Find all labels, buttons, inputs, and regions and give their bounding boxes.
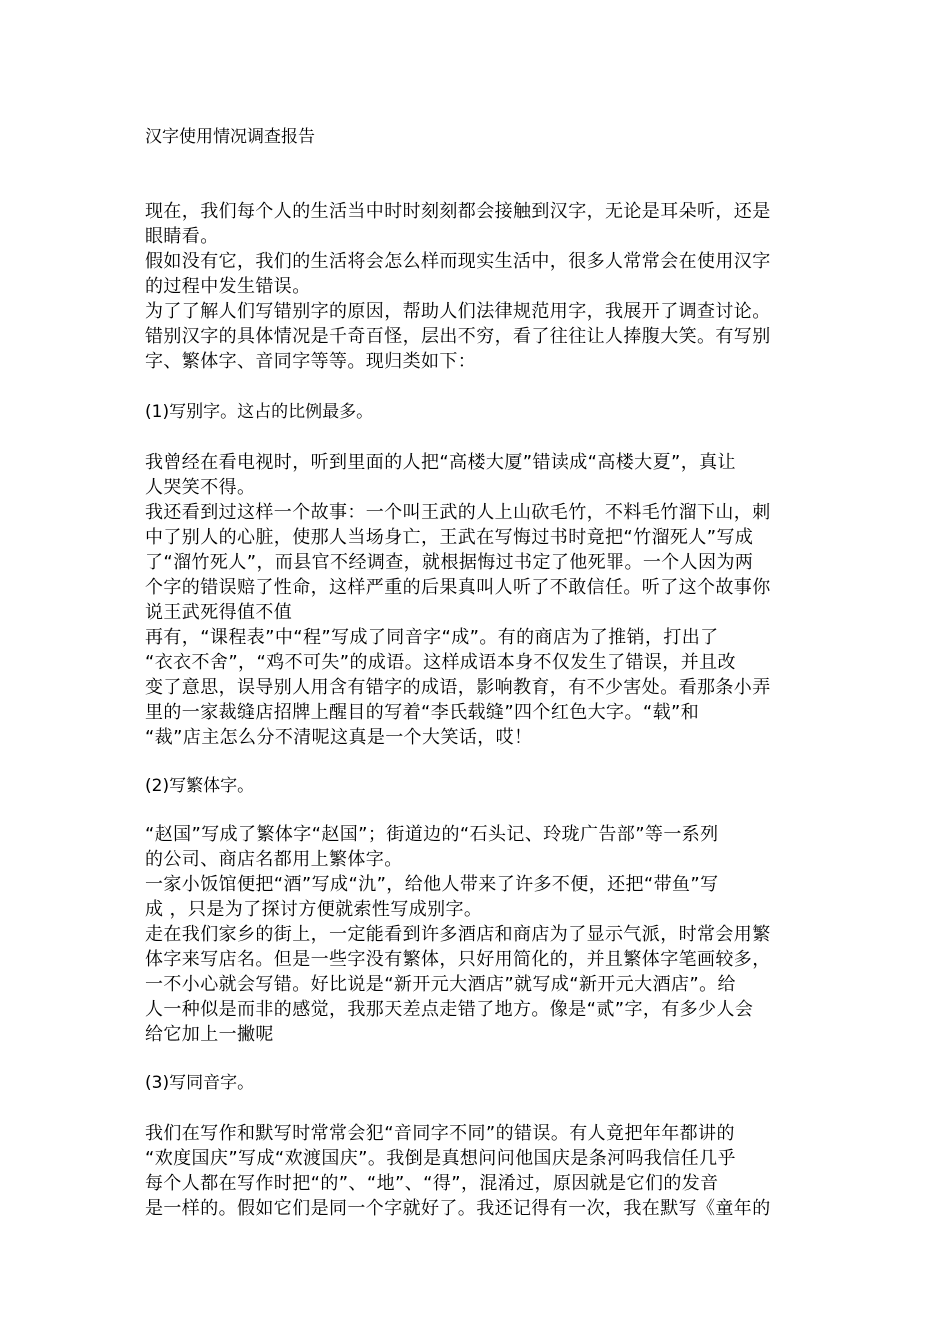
text-line: 了“溜竹死人”，而县官不经调查，就根据悔过书定了他死罪。一个人因为两 xyxy=(145,552,754,573)
text-line: 假如没有它，我们的生活将会怎么样而现实生活中，很多人常常会在使用汉字 xyxy=(145,251,771,272)
text-line: 个字的错误赔了性命，这样严重的后果真叫人听了不敢信任。听了这个故事你 xyxy=(145,577,771,598)
text-line: 我还看到过这样一个故事：一个叫王武的人上山砍毛竹，不料毛竹溜下山，刺 xyxy=(145,502,771,523)
text-line: 中了别人的心脏，使那人当场身亡，王武在写悔过书时竟把“竹溜死人”写成 xyxy=(145,527,754,548)
text-line: 体字来写店名。但是一些字没有繁体，只好用简化的，并且繁体字笔画较多， xyxy=(145,949,771,970)
text-line: “欢度国庆”写成“欢渡国庆”。我倒是真想问问他国庆是条河吗我信任几乎 xyxy=(145,1148,736,1169)
text-line: “裁”店主怎么分不清呢这真是一个大笑话，哎！ xyxy=(145,727,533,748)
text-line: 一不小心就会写错。好比说是“新开元大酒店”就写成“新开元大酒店”。给 xyxy=(145,974,736,995)
text-line: 给它加上一撇呢 xyxy=(145,1024,274,1045)
text-line: 的公司、商店名都用上繁体字。 xyxy=(145,849,403,870)
text-line: “赵国”写成了繁体字“赵国”；街道边的“石头记、玲珑广告部”等一系列 xyxy=(145,824,719,845)
text-line: 人哭笑不得。 xyxy=(145,477,256,498)
text-line: 字、繁体字、音同字等等。现归类如下： xyxy=(145,351,477,372)
section-heading: (3)写同音字。 xyxy=(145,1073,255,1093)
text-line: 里的一家裁缝店招牌上醒目的写着“李氏载缝”四个红色大字。“载”和 xyxy=(145,702,700,723)
text-line: 我曾经在看电视时，听到里面的人把“高楼大厦”错读成“高楼大夏”，真让 xyxy=(145,452,736,473)
text-line: 眼睛看。 xyxy=(145,226,219,247)
section-heading: (2)写繁体字。 xyxy=(145,776,255,796)
text-line: 错别汉字的具体情况是千奇百怪，层出不穷，看了往往让人捧腹大笑。有写别 xyxy=(145,326,771,347)
text-line: 人一种似是而非的感觉，我那天差点走错了地方。像是“贰”字，有多少人会 xyxy=(145,999,754,1020)
text-line: 变了意思，误导别人用含有错字的成语，影响教育，有不少害处。看那条小弄 xyxy=(145,677,771,698)
text-line: 再有，“课程表”中“程”写成了同音字“成”。有的商店为了推销，打出了 xyxy=(145,627,719,648)
text-line: 每个人都在写作时把“的”、“地”、“得”，混淆过，原因就是它们的发音 xyxy=(145,1173,719,1194)
text-line: 我们在写作和默写时常常会犯“音同字不同”的错误。有人竟把年年都讲的 xyxy=(145,1123,735,1144)
text-line: 走在我们家乡的街上，一定能看到许多酒店和商店为了显示气派，时常会用繁 xyxy=(145,924,771,945)
text-line: 是一样的。假如它们是同一个字就好了。我还记得有一次，我在默写《童年的 xyxy=(145,1198,771,1219)
document-title: 汉字使用情况调查报告 xyxy=(145,127,315,147)
text-line: 说王武死得值不值 xyxy=(145,602,293,623)
text-line: 为了了解人们写错别字的原因，帮助人们法律规范用字，我展开了调查讨论。 xyxy=(145,301,771,322)
text-line: 现在，我们每个人的生活当中时时刻刻都会接触到汉字，无论是耳朵听，还是 xyxy=(145,201,771,222)
text-line: 的过程中发生错误。 xyxy=(145,276,311,297)
text-line: 一家小饭馆便把“酒”写成“氿”，给他人带来了许多不便，还把“带鱼”写 xyxy=(145,874,719,895)
section-heading: (1)写别字。这占的比例最多。 xyxy=(145,402,374,422)
text-line: “衣衣不舍”，“鸡不可失”的成语。这样成语本身不仅发生了错误，并且改 xyxy=(145,652,736,673)
text-line: 成 ，只是为了探讨方便就索性写成别字。 xyxy=(145,899,483,920)
